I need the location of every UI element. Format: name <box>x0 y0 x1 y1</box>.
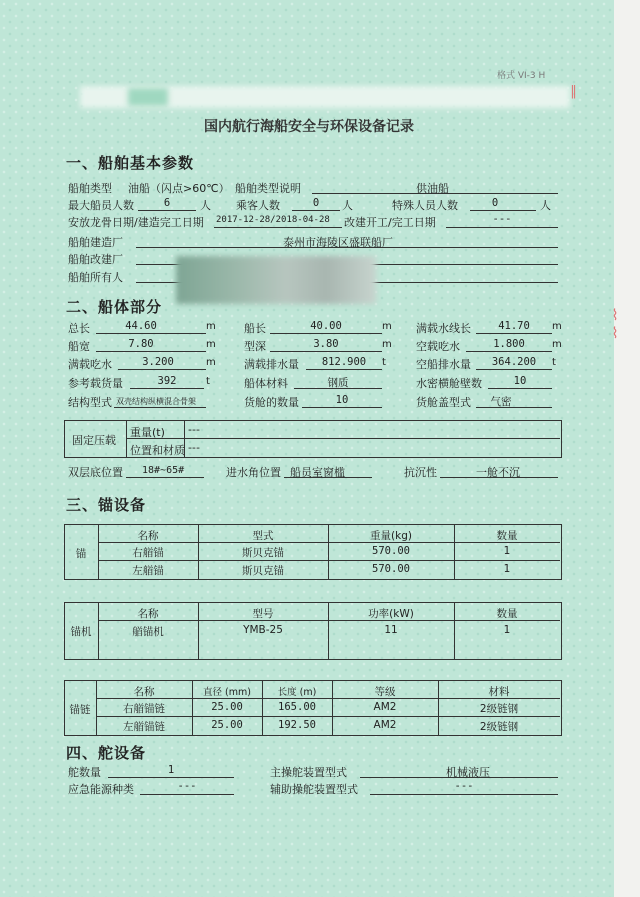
hatch-label: 货舱盖型式 <box>416 396 471 409</box>
full-draft-unit: m <box>206 357 216 368</box>
lbp-unit: m <box>382 321 392 332</box>
stamp-mark-top: ‖ <box>566 84 581 99</box>
anchor-cell: 右艏锚 <box>132 547 164 559</box>
rudder-count-value: 1 <box>167 764 175 776</box>
light-disp-unit: t <box>552 357 556 368</box>
rebuilder-label: 船舶改建厂 <box>68 253 123 266</box>
section3-heading: 三、锚设备 <box>66 496 147 514</box>
light-draft-value: 1.800 <box>493 338 525 350</box>
chain-group-label: 锚链 <box>69 704 91 716</box>
passengers-unit: 人 <box>342 199 353 212</box>
anchor-header: 数量 <box>496 530 518 542</box>
main-gear-value: 机械液压 <box>446 766 490 779</box>
light-draft-unit: m <box>552 339 562 350</box>
cargo-label: 参考载货量 <box>68 377 123 390</box>
chain-cell: 右艏锚链 <box>123 703 165 715</box>
windlass-header: 型号 <box>252 608 274 620</box>
lbp-label: 船长 <box>244 322 266 335</box>
max-crew-value: 6 <box>163 197 171 209</box>
ballast-pos-label: 位置和材质 <box>130 444 185 457</box>
anchor-cell: 570.00 <box>372 563 410 575</box>
beam-value: 7.80 <box>128 338 154 350</box>
ballast-weight-value: --- <box>188 423 200 436</box>
loa-value: 44.60 <box>125 320 157 332</box>
material-label: 船体材料 <box>244 377 288 390</box>
chain-header: 等级 <box>374 686 396 698</box>
chain-cell: 2级链钢 <box>479 703 519 715</box>
rudder-count-label: 舵数量 <box>68 766 101 779</box>
redacted-mark <box>128 88 168 106</box>
redacted-owner <box>176 256 376 304</box>
page-edge <box>614 0 640 897</box>
full-disp-value: 812.900 <box>321 356 367 368</box>
chain-cell: 左艏锚链 <box>123 721 165 733</box>
emergency-value: --- <box>177 780 197 792</box>
special-label: 特殊人员人数 <box>392 199 458 212</box>
passengers-label: 乘客人数 <box>236 199 280 212</box>
loa-label: 总长 <box>68 322 90 335</box>
chain-header: 直径 (mm) <box>203 687 251 698</box>
special-unit: 人 <box>540 199 551 212</box>
lwl-value: 41.70 <box>498 320 530 332</box>
flood-value: 船员室窗槛 <box>290 466 345 479</box>
depth-value: 3.80 <box>313 338 339 350</box>
ship-type-desc-value: 供油船 <box>416 182 449 195</box>
cargo-unit: t <box>206 376 210 387</box>
passengers-value: 0 <box>312 197 320 209</box>
flood-label: 进水角位置 <box>226 466 281 479</box>
section4-heading: 四、舵设备 <box>66 744 147 762</box>
beam-label: 船宽 <box>68 340 90 353</box>
builder-label: 船舶建造厂 <box>68 236 123 249</box>
windlass-cell: 11 <box>384 624 398 636</box>
sink-label: 抗沉性 <box>404 466 437 479</box>
refit-label: 改建开工/完工日期 <box>344 216 436 229</box>
lwl-unit: m <box>552 321 562 332</box>
bulkhead-value: 10 <box>513 375 527 387</box>
windlass-cell: 1 <box>503 624 511 636</box>
emergency-label: 应急能源种类 <box>68 783 134 796</box>
ship-type-value: 油船（闪点>60℃） <box>128 182 230 195</box>
ballast-weight-label: 重量(t) <box>130 426 165 439</box>
anchor-group-label: 锚 <box>75 548 87 560</box>
windlass-cell: YMB-25 <box>243 624 283 636</box>
full-draft-label: 满载吃水 <box>68 358 112 371</box>
anchor-cell: 1 <box>503 545 511 557</box>
chain-cell: AM2 <box>373 701 397 713</box>
hatch-value: 气密 <box>490 396 512 408</box>
anchor-header: 型式 <box>252 530 274 542</box>
builder-value: 泰州市海陵区盛联船厂 <box>283 236 393 249</box>
anchor-cell: 左艏锚 <box>132 565 164 577</box>
holds-label: 货舱的数量 <box>244 396 299 409</box>
chain-cell: AM2 <box>373 719 397 731</box>
beam-unit: m <box>206 339 216 350</box>
bulkhead-label: 水密横舱壁数 <box>416 377 482 390</box>
full-disp-label: 满载排水量 <box>244 358 299 371</box>
cargo-value: 392 <box>157 375 177 387</box>
chain-cell: 2级链钢 <box>479 721 519 733</box>
full-disp-unit: t <box>382 357 386 368</box>
section1-heading: 一、船舶基本参数 <box>66 154 195 172</box>
double-bottom-label: 双层底位置 <box>68 466 123 479</box>
section2-heading: 二、船体部分 <box>66 298 163 316</box>
keel-value: 2017-12-28/2018-04-28 <box>216 215 330 225</box>
anchor-cell: 1 <box>503 563 511 575</box>
form-code: 格式 VI-3 H <box>497 71 546 81</box>
anchor-cell: 570.00 <box>372 545 410 557</box>
aux-gear-label: 辅助操舵装置型式 <box>270 783 358 796</box>
anchor-cell: 斯贝克锚 <box>242 565 284 577</box>
material-value: 钢质 <box>327 377 349 389</box>
chain-header: 材料 <box>488 686 510 698</box>
chain-cell: 25.00 <box>211 719 243 731</box>
lwl-label: 满载水线长 <box>416 322 471 335</box>
windlass-header: 功率(kW) <box>368 608 414 620</box>
light-disp-value: 364.200 <box>491 356 537 368</box>
aux-gear-value: --- <box>454 780 474 792</box>
chain-cell: 192.50 <box>278 719 316 731</box>
refit-value: --- <box>492 213 512 225</box>
windlass-header: 数量 <box>496 608 518 620</box>
sink-value: 一舱不沉 <box>476 466 520 479</box>
max-crew-label: 最大船员人数 <box>68 199 134 212</box>
anchor-cell: 斯贝克锚 <box>242 547 284 559</box>
chain-cell: 165.00 <box>278 701 316 713</box>
ballast-pos-value: --- <box>188 441 200 454</box>
main-gear-label: 主操舵装置型式 <box>270 766 347 779</box>
stamp-mark-right: ⌇⌇ <box>606 306 624 342</box>
windlass-cell: 艏锚机 <box>132 626 164 638</box>
structure-value: 双壳结构纵横混合骨架 <box>116 397 196 406</box>
chain-header: 名称 <box>133 686 155 698</box>
ballast-label: 固定压载 <box>72 434 116 447</box>
special-value: 0 <box>491 197 499 209</box>
document-title: 国内航行海船安全与环保设备记录 <box>204 119 414 135</box>
anchor-header: 重量(kg) <box>370 530 412 542</box>
windlass-group-label: 锚机 <box>70 626 92 638</box>
holds-value: 10 <box>335 394 349 406</box>
owner-label: 船舶所有人 <box>68 271 123 284</box>
chain-header: 长度 (m) <box>277 687 317 698</box>
double-bottom-value: 18#~65# <box>142 465 185 476</box>
structure-label: 结构型式 <box>68 396 112 409</box>
ship-type-label: 船舶类型 <box>68 182 112 195</box>
crew-unit: 人 <box>200 199 211 212</box>
depth-label: 型深 <box>244 340 266 353</box>
light-draft-label: 空载吃水 <box>416 340 460 353</box>
depth-unit: m <box>382 339 392 350</box>
loa-unit: m <box>206 321 216 332</box>
ship-type-desc-label: 船舶类型说明 <box>235 182 301 195</box>
anchor-header: 名称 <box>137 530 159 542</box>
full-draft-value: 3.200 <box>142 356 174 368</box>
light-disp-label: 空船排水量 <box>416 358 471 371</box>
windlass-header: 名称 <box>137 608 159 620</box>
chain-cell: 25.00 <box>211 701 243 713</box>
lbp-value: 40.00 <box>310 320 342 332</box>
keel-label: 安放龙骨日期/建造完工日期 <box>68 216 204 229</box>
